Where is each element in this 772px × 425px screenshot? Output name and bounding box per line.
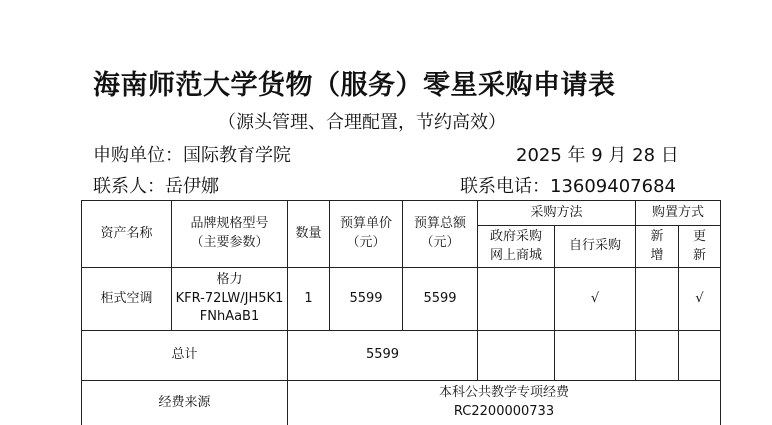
header-total-budget: 预算总额 （元） [403, 201, 478, 268]
header-purchase-method: 采购方法 [478, 201, 636, 226]
total-label: 总计 [82, 331, 288, 381]
contact-person: 联系人：岳伊娜 [93, 176, 219, 197]
header-gov-mall: 政府采购 网上商城 [478, 226, 555, 268]
header-acquire-method: 购置方式 [636, 201, 721, 226]
cell-renew-mark: √ [679, 268, 721, 331]
funding-code: RC2200000733 [453, 404, 555, 420]
header-self-purchase: 自行采购 [555, 226, 636, 268]
header-unit-budget: 预算单价 （元） [330, 201, 403, 268]
header-asset-name: 资产名称 [82, 201, 172, 268]
purchase-table [81, 200, 721, 425]
total-empty-3 [636, 331, 679, 381]
funding-source [288, 381, 721, 425]
header-new: 新 增 [636, 226, 679, 268]
request-date: 2025 年 9 月 28 日 [516, 145, 679, 166]
header-row-1 [82, 201, 721, 226]
funding-name: 本科公共教学专项经费 [439, 385, 570, 401]
cell-new-mark [636, 268, 679, 331]
header-renew: 更 新 [679, 226, 721, 268]
funding-row [82, 381, 721, 425]
total-row [82, 331, 721, 381]
cell-asset-name: 柜式空调 [82, 268, 172, 331]
cell-total-price: 5599 [403, 268, 478, 331]
funding-label: 经费来源 [82, 381, 288, 425]
requesting-unit: 申购单位：国际教育学院 [93, 145, 291, 166]
cell-brand-model: 格力 KFR-72LW/JH5K1 FNhAaB1 [172, 268, 288, 331]
total-empty-2 [555, 331, 636, 381]
header-quantity: 数量 [288, 201, 330, 268]
form-title: 海南师范大学货物（服务）零星采购申请表 [93, 70, 616, 101]
cell-unit-price: 5599 [330, 268, 403, 331]
header-brand-spec: 品牌规格型号 （主要参数） [172, 201, 288, 268]
cell-gov-mall-mark [478, 268, 555, 331]
total-empty-4 [679, 331, 721, 381]
form-subtitle: （源头管理、合理配置，节约高效） [218, 112, 506, 133]
cell-self-purchase-mark: √ [555, 268, 636, 331]
total-empty-1 [478, 331, 555, 381]
cell-quantity: 1 [288, 268, 330, 331]
total-value: 5599 [288, 331, 478, 381]
contact-phone: 联系电话：13609407684 [460, 176, 676, 197]
item-row [82, 268, 721, 331]
